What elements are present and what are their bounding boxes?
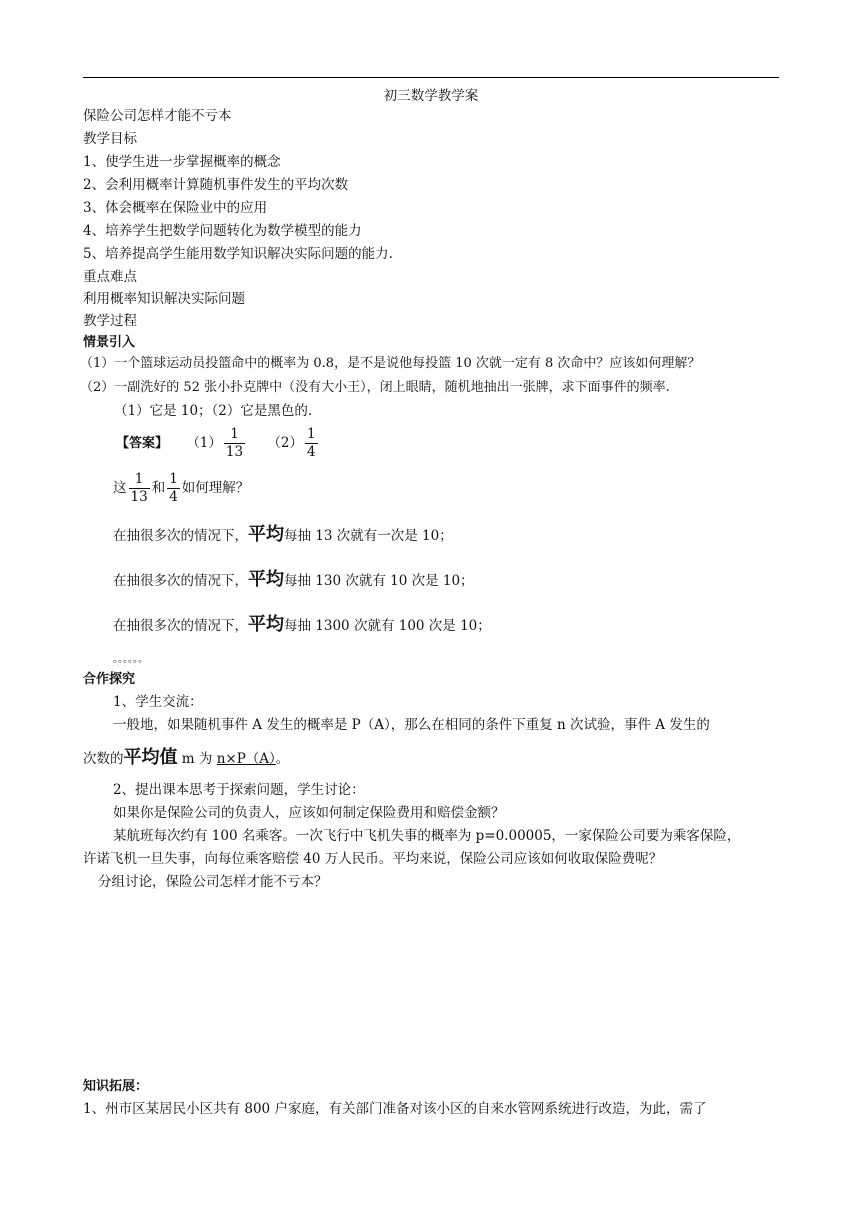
goal-item: 3、体会概率在保险业中的应用: [83, 200, 268, 216]
average-bold: 平均: [248, 524, 284, 545]
fraction-1-4: [167, 471, 180, 506]
general-line-2: [83, 744, 289, 773]
fraction-1-13: [129, 471, 150, 506]
key-heading: 重点难点: [83, 269, 137, 285]
average-bold: 平均: [248, 569, 284, 590]
goal-item: 5、培养提高学生能用数学知识解决实际问题的能力.: [83, 246, 393, 262]
fraction-denominator: 13: [130, 489, 148, 505]
average-post: 每抽 130 次就有 10 次是 10；: [284, 573, 474, 589]
fraction-numerator: 1: [224, 426, 245, 444]
question-2: （2）一副洗好的 52 张小扑克牌中（没有大小王），闭上眼睛，随机地抽出一张牌，求下面事件的频率.: [80, 380, 670, 395]
fraction-denominator: 4: [306, 444, 316, 460]
average-pre: 在抽很多次的情况下，: [113, 618, 248, 634]
coop-heading: 合作探究: [83, 672, 136, 687]
goals-heading: 教学目标: [83, 131, 137, 147]
insurance-question: 如果你是保险公司的负责人，应该如何制定保险费用和赔偿金额？: [113, 805, 505, 821]
fraction-numerator: 1: [306, 426, 316, 442]
fraction-denominator: 4: [169, 489, 178, 505]
goal-item: 2、会利用概率计算随机事件发生的平均次数: [83, 177, 349, 193]
flight-line-2: 许诺飞机一旦失事，向每位乘客赔偿 40 万人民币。平均来说，保险公司应该如何收取保险费呢？: [83, 851, 663, 867]
intro-heading: 情景引入: [83, 335, 136, 350]
lesson-title: 保险公司怎样才能不亏本: [83, 108, 232, 124]
average-line: [113, 522, 453, 549]
answer-part-2: （2）: [267, 435, 303, 451]
average-line: [113, 567, 474, 594]
answer-part-1: （1）: [186, 435, 222, 451]
extension-item-1: 1、州市区某居民小区共有 800 户家庭，有关部门准备对该小区的自来水管网系统进行改造，为此，需了: [83, 1101, 707, 1117]
general-post: 。: [275, 751, 290, 767]
fraction-numerator: 1: [169, 471, 178, 487]
average-pre: 在抽很多次的情况下，: [113, 573, 248, 589]
process-heading: 教学过程: [83, 313, 137, 329]
average-line: [113, 612, 491, 639]
flight-line-1: 某航班每次约有 100 名乘客。一次飞行中飞机失事的概率为 p=0.00005，一家保险公司要为乘客保险，: [113, 828, 741, 844]
ellipsis: 。。。。。。: [113, 654, 148, 665]
page-header: 初三数学教学案: [383, 88, 479, 104]
average-value-bold: 平均值: [123, 747, 178, 768]
expected-value-formula: n×P（A）: [216, 751, 276, 767]
general-pre: 次数的: [83, 751, 124, 767]
question-1: （1）一个篮球运动员投篮命中的概率为 0.8，是不是说他每投篮 10 次就一定有 8 次命中？应该如何理解？: [80, 356, 701, 371]
general-line-1: 一般地，如果随机事件 A 发生的概率是 P（A），那么在相同的条件下重复 n 次试验，事件 A 发生的: [113, 717, 710, 733]
coop-item-1: 1、学生交流：: [113, 694, 203, 710]
group-discussion: 分组讨论，保险公司怎样才能不亏本？: [98, 874, 328, 890]
fraction-denominator: 13: [225, 444, 244, 460]
average-post: 每抽 13 次就有一次是 10；: [284, 528, 453, 544]
question-2-sub: （1）它是 10；（2）它是黑色的.: [114, 403, 313, 419]
goal-item: 4、培养学生把数学问题转化为数学模型的能力: [83, 223, 362, 239]
extension-heading: 知识拓展：: [83, 1079, 149, 1094]
fraction-1-4: [305, 426, 318, 461]
fraction-numerator: 1: [129, 471, 150, 489]
answer-label: 【答案】: [116, 436, 169, 451]
fraction-1-13: [224, 426, 245, 461]
average-post: 每抽 1300 次就有 100 次是 10；: [284, 618, 491, 634]
answer-line: [116, 424, 320, 463]
understand-mid: 和: [151, 480, 166, 496]
understand-pre: 这: [113, 480, 127, 496]
average-pre: 在抽很多次的情况下，: [113, 528, 248, 544]
general-mid: m 为: [177, 751, 217, 767]
understand-line: [113, 469, 249, 507]
understand-post: 如何理解？: [181, 480, 250, 496]
header-rule: [83, 77, 779, 78]
key-text: 利用概率知识解决实际问题: [83, 291, 245, 307]
goal-item: 1、使学生进一步掌握概率的概念: [83, 154, 281, 170]
coop-item-2: 2、提出课本思考于探索问题，学生讨论：: [113, 782, 365, 798]
average-bold: 平均: [248, 614, 284, 635]
